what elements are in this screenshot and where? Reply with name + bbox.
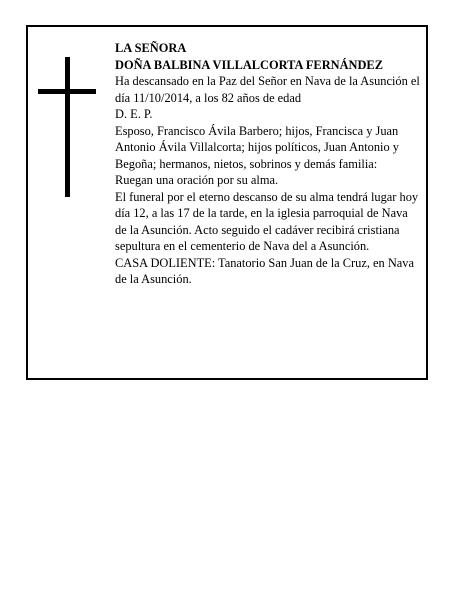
obituary-text bbox=[115, 40, 420, 288]
funeral-details: El funeral por el eterno descanso de su alma tendrá lugar hoy día 12, a las 17 de la tarde, en la iglesia parroquial de Nava de la Asunción. Acto seguido el cadáver recibirá cristiana sepultura en el cementerio de Nava del a Asunción. bbox=[115, 189, 419, 253]
obituary-notice bbox=[26, 25, 428, 380]
obituary-heading: LA SEÑORA bbox=[115, 41, 187, 55]
death-announcement: Ha descansado en la Paz del Señor en Nava de la Asunción el día 11/10/2014, a los 82 años de edad bbox=[115, 74, 420, 105]
family-list: Esposo, Francisco Ávila Barbero; hijos, Francisca y Juan Antonio Ávila Villalcorta; hijos políticos, Juan Antonio y Begoña; hermanos, nietos, sobrinos y demás familia: bbox=[115, 123, 399, 171]
deceased-name: DOÑA BALBINA VILLALCORTA FERNÁNDEZ bbox=[115, 57, 383, 72]
cross-horizontal-bar bbox=[38, 89, 96, 94]
mourning-house: CASA DOLIENTE: Tanatorio San Juan de la Cruz, en Nava de la Asunción. bbox=[115, 255, 414, 286]
prayer-request: Ruegan una oración por su alma. bbox=[115, 173, 279, 187]
cross-vertical-bar bbox=[65, 57, 70, 197]
rest-in-peace: D. E. P. bbox=[115, 107, 153, 121]
cross-icon bbox=[38, 57, 96, 197]
